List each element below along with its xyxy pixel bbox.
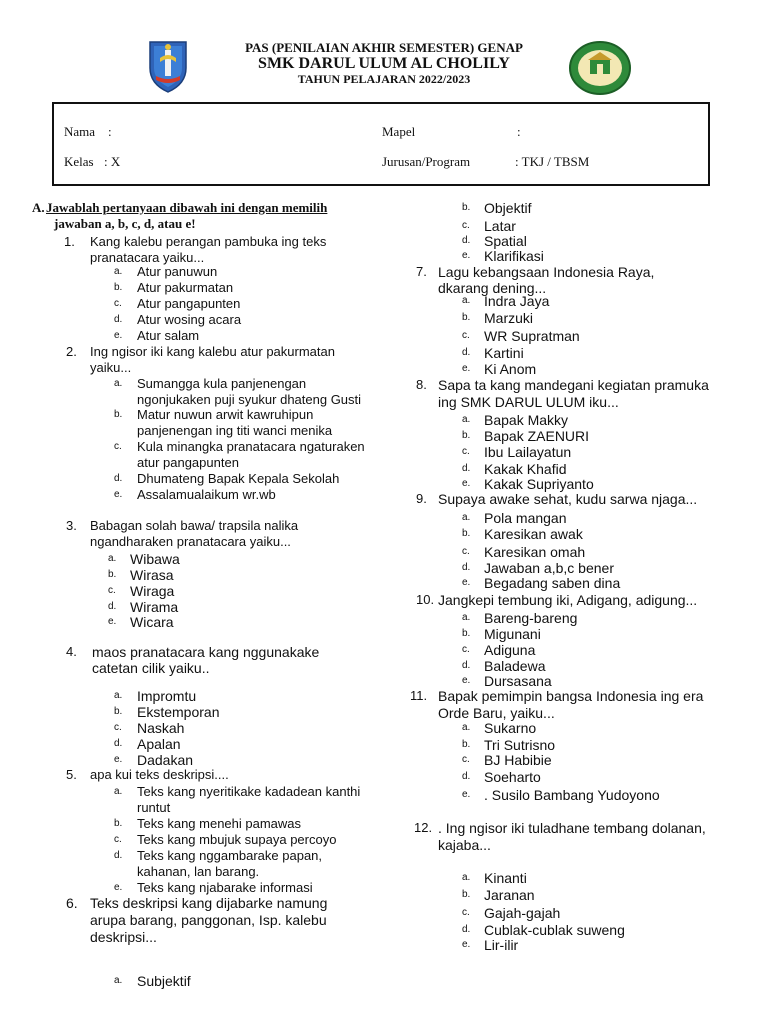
question-11-option-2-text: BJ Habibie [484,752,552,768]
question-5-option-0-text: runtut [137,800,171,815]
mapel-separator: : [517,124,521,139]
question-8-option-3-text: Kakak Khafid [484,461,567,477]
question-7-option-2-letter: c. [462,330,470,341]
question-8-text: ing SMK DARUL ULUM iku... [438,394,619,410]
question-9-option-0-letter: a. [462,512,471,523]
question-4-text: maos pranatacara kang nggunakake [92,644,320,660]
question-3-option-2-text: Wiraga [130,583,175,599]
question-1-number: 1. [64,234,75,249]
question-11-number: 11. [410,688,428,703]
question-5-option-0-text: Teks kang nyeritikake kadadean kanthi [137,784,361,799]
question-4-option-0-letter: a. [114,690,123,701]
question-6-option-2-text: Latar [484,218,516,234]
nama-separator: : [108,124,112,139]
question-2-option-2-letter: c. [114,441,122,452]
question-4-option-2-text: Naskah [137,720,185,736]
section-instruction-line2: jawaban a, b, c, d, atau e! [54,216,196,231]
question-9-option-3-letter: d. [462,562,471,573]
jurusan-label: Jurusan/Program [382,154,471,169]
question-12-option-2-letter: c. [462,907,470,918]
question-2-option-3-text: Dhumateng Bapak Kepala Sekolah [137,471,340,486]
question-9-option-3-text: Jawaban a,b,c bener [484,560,614,576]
question-11-option-1-letter: b. [462,739,471,750]
question-2-option-3-letter: d. [114,473,123,484]
question-6-text: deskripsi... [90,929,157,945]
question-10-option-3-text: Baladewa [484,658,546,674]
question-10-option-1-text: Migunani [484,626,541,642]
kelas-label: Kelas [64,154,94,169]
question-11-option-3-letter: d. [462,771,471,782]
question-8-option-1-text: Bapak ZAENURI [484,428,590,444]
question-5-option-1-text: Teks kang menehi pamawas [137,816,302,831]
question-7-option-0-text: Indra Jaya [484,293,550,309]
question-8-number: 8. [416,377,427,392]
question-1-text: pranatacara yaiku... [90,250,205,265]
question-4-option-2-letter: c. [114,722,122,733]
question-9-option-2-letter: c. [462,546,470,557]
question-7-option-1-text: Marzuki [484,310,534,326]
question-5-option-2-letter: c. [114,834,122,845]
question-1-option-4-letter: e. [114,330,123,341]
question-9-option-1-letter: b. [462,528,471,539]
question-5-option-1-letter: b. [114,818,123,829]
question-9-text: Supaya awake sehat, kudu sarwa njaga... [438,491,698,507]
question-3-option-2-letter: c. [108,585,116,596]
question-2-option-1-text: panjenengan ing titi wanci menika [137,423,333,438]
question-1-text: Kang kalebu perangan pambuka ing teks [90,234,327,249]
question-3-text: ngandharaken pranatacara yaiku... [90,534,291,549]
question-2-option-1-letter: b. [114,409,123,420]
question-6-text: Teks deskripsi kang dijabarke namung [90,895,328,911]
question-12-option-1-letter: b. [462,889,471,900]
question-8-option-0-letter: a. [462,414,471,425]
question-6-option-0-text: Subjektif [137,973,191,989]
question-4-option-1-letter: b. [114,706,123,717]
question-9-option-4-letter: e. [462,577,471,588]
question-2-number: 2. [66,344,77,359]
question-6-option-2-letter: c. [462,220,470,231]
section-instruction-line1: Jawablah pertanyaan dibawah ini dengan memilih [46,200,328,215]
question-6-option-4-letter: e. [462,250,471,261]
question-6-option-3-letter: d. [462,235,471,246]
question-7-option-4-text: Ki Anom [484,361,537,377]
section-marker: A. [32,200,45,215]
exam-header [0,0,768,100]
question-6-option-4-text: Klarifikasi [484,248,544,264]
question-1-option-4-text: Atur salam [137,328,200,343]
question-5-option-3-text: kahanan, lan barang. [137,864,260,879]
question-12-option-0-letter: a. [462,872,471,883]
question-9-option-1-text: Karesikan awak [484,526,583,542]
question-7-number: 7. [416,264,427,279]
question-7-option-4-letter: e. [462,363,471,374]
question-2-option-0-text: Sumangga kula panjenengan [137,376,307,391]
question-2-text: yaiku... [90,360,132,375]
question-11-option-4-text: . Susilo Bambang Yudoyono [484,787,660,803]
question-2-text: Ing ngisor iki kang kalebu atur pakurmatan [90,344,335,359]
question-5-option-0-letter: a. [114,786,123,797]
question-4-option-1-text: Ekstemporan [137,704,220,720]
question-11-option-0-text: Sukarno [484,720,537,736]
question-1-option-0-text: Atur panuwun [137,264,218,279]
question-5-text: apa kui teks deskripsi.... [90,767,229,782]
question-8-option-2-text: Ibu Lailayatun [484,444,572,460]
question-7-option-0-letter: a. [462,295,471,306]
question-2-option-1-text: Matur nuwun arwit kawruhipun [137,407,314,422]
question-12-option-4-letter: e. [462,939,471,950]
question-4-option-4-letter: e. [114,754,123,765]
question-7-text: dkarang dening... [438,280,547,296]
question-6-option-0-letter: a. [114,975,123,986]
question-9-number: 9. [416,491,427,506]
question-12-option-4-text: Lir-ilir [484,937,519,953]
question-2-option-4-letter: e. [114,489,123,500]
question-8-option-1-letter: b. [462,430,471,441]
question-8-option-4-text: Kakak Supriyanto [484,476,594,492]
question-10-option-4-text: Dursasana [484,673,552,689]
school-name: SMK DARUL ULUM AL CHOLILY [258,55,510,72]
question-10-text: Jangkepi tembung iki, Adigang, adigung... [438,592,698,608]
question-4-option-3-letter: d. [114,738,123,749]
question-8-option-2-letter: c. [462,446,470,457]
question-2-option-2-text: atur pangapunten [137,455,239,470]
question-8-text: Sapa ta kang mandegani kegiatan pramuka [438,377,709,393]
question-9-option-4-text: Begadang saben dina [484,575,621,591]
question-3-option-4-letter: e. [108,616,117,627]
question-4-option-0-text: Impromtu [137,688,197,704]
question-7-option-3-text: Kartini [484,345,524,361]
question-3-option-1-letter: b. [108,569,117,580]
question-8-option-4-letter: e. [462,478,471,489]
question-8-option-0-text: Bapak Makky [484,412,569,428]
question-1-option-1-text: Atur pakurmatan [137,280,234,295]
question-2-option-4-text: Assalamualaikum wr.wb [137,487,276,502]
school-year: TAHUN PELAJARAN 2022/2023 [297,72,471,86]
question-3-option-0-text: Wibawa [130,551,180,567]
question-5-option-3-letter: d. [114,850,123,861]
question-1-option-3-text: Atur wosing acara [137,312,242,327]
question-11-option-3-text: Soeharto [484,769,541,785]
question-8-option-3-letter: d. [462,463,471,474]
question-7-option-1-letter: b. [462,312,471,323]
question-4-number: 4. [66,644,77,659]
question-7-option-2-text: WR Supratman [484,328,580,344]
question-4-option-4-text: Dadakan [137,752,194,768]
question-5-option-4-letter: e. [114,882,123,893]
question-10-option-4-letter: e. [462,675,471,686]
question-7-text: Lagu kebangsaan Indonesia Raya, [438,264,655,280]
question-12-text: kajaba... [438,837,491,853]
question-3-option-3-letter: d. [108,601,117,612]
question-3-option-1-text: Wirasa [130,567,174,583]
question-6-option-1-text: Objektif [484,200,532,216]
question-12-option-3-letter: d. [462,924,471,935]
question-2-option-0-text: ngonjukaken puji syukur dhateng Gusti [137,392,362,407]
question-1-option-2-letter: c. [114,298,122,309]
question-11-option-0-letter: a. [462,722,471,733]
question-11-option-1-text: Tri Sutrisno [484,737,556,753]
question-11-option-4-letter: e. [462,789,471,800]
question-3-number: 3. [66,518,77,533]
kelas-value: : X [104,154,121,169]
question-3-option-0-letter: a. [108,553,117,564]
question-11-text: Orde Baru, yaiku... [438,705,555,721]
student-identity-box [52,102,710,186]
question-12-text: . Ing ngisor iki tuladhane tembang dolanan, [438,820,706,836]
question-2-option-0-letter: a. [114,378,123,389]
question-10-option-1-letter: b. [462,628,471,639]
jurusan-value: : TKJ / TBSM [515,154,590,169]
question-10-option-0-text: Bareng-bareng [484,610,578,626]
question-9-option-0-text: Pola mangan [484,510,567,526]
mapel-label: Mapel [382,124,416,139]
question-12-option-0-text: Kinanti [484,870,527,886]
nama-label: Nama [64,124,96,139]
question-11-text: Bapak pemimpin bangsa Indonesia ing era [438,688,704,704]
question-10-option-0-letter: a. [462,612,471,623]
question-5-option-2-text: Teks kang mbujuk supaya percoyo [137,832,337,847]
question-7-option-3-letter: d. [462,347,471,358]
question-12-option-1-text: Jaranan [484,887,535,903]
question-10-option-2-letter: c. [462,644,470,655]
question-10-option-3-letter: d. [462,660,471,671]
question-12-number: 12. [414,820,433,835]
question-9-option-2-text: Karesikan omah [484,544,586,560]
question-4-option-3-text: Apalan [137,736,181,752]
question-1-option-1-letter: b. [114,282,123,293]
question-6-option-1-letter: b. [462,202,471,213]
question-6-text: arupa barang, panggonan, Isp. kalebu [90,912,327,928]
question-2-option-2-text: Kula minangka pranatacara ngaturaken [137,439,365,454]
question-6-option-3-text: Spatial [484,233,527,249]
question-3-option-4-text: Wicara [130,614,174,630]
question-4-text: catetan cilik yaiku.. [92,660,210,676]
question-5-number: 5. [66,767,77,782]
question-1-option-2-text: Atur pangapunten [137,296,241,311]
question-12-option-2-text: Gajah-gajah [484,905,561,921]
exam-title: PAS (PENILAIAN AKHIR SEMESTER) GENAP [245,40,523,55]
question-5-option-3-text: Teks kang nggambarake papan, [137,848,323,863]
question-1-option-0-letter: a. [114,266,123,277]
question-3-option-3-text: Wirama [130,599,179,615]
question-11-option-2-letter: c. [462,754,470,765]
question-3-text: Babagan solah bawa/ trapsila nalika [90,518,299,533]
question-10-option-2-text: Adiguna [484,642,536,658]
question-6-number: 6. [66,895,78,911]
question-5-option-4-text: Teks kang njabarake informasi [137,880,313,895]
question-12-option-3-text: Cublak-cublak suweng [484,922,625,938]
question-1-option-3-letter: d. [114,314,123,325]
question-10-number: 10. [416,592,435,607]
